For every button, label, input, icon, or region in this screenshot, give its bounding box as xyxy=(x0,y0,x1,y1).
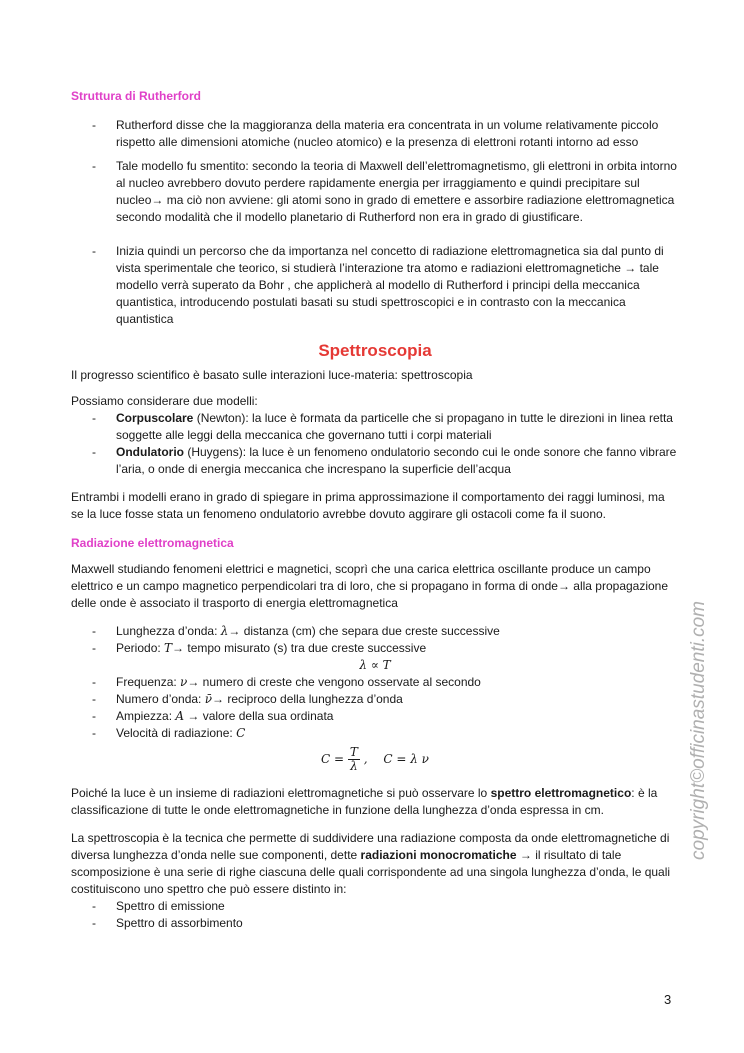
list-item xyxy=(71,158,679,226)
property-text: → reciproco della lunghezza d’onda xyxy=(212,692,403,706)
list-item xyxy=(71,898,679,915)
property-label: Lunghezza d’onda: xyxy=(116,624,221,638)
models-intro: Possiamo considerare due modelli: xyxy=(71,394,258,408)
formula-rhs: C = λ ν xyxy=(383,752,429,766)
list-item xyxy=(71,708,679,725)
list-item xyxy=(71,243,679,328)
model-text: (Huygens): la luce è un fenomeno ondulatorio secondo cui le onde sonore che fanno vibrare l’aria, o onde di energia meccanica che increspano la superficie dell’acqua xyxy=(116,445,677,476)
property-symbol: T xyxy=(164,641,173,655)
property-label: Periodo: xyxy=(116,641,165,655)
proportional-formula: λ ∝ T xyxy=(359,658,391,672)
list-item xyxy=(71,725,679,742)
dash-bullet: - xyxy=(92,899,96,913)
list-item-text: Rutherford disse che la maggioranza della materia era concentrata in un volume relativamente piccolo rispetto alle dimensioni atomiche (nucleo atomico) e la presenza di elettroni rotanti intorno ad esso xyxy=(116,118,659,149)
property-symbol: C xyxy=(236,726,246,740)
list-item xyxy=(71,915,679,932)
heading-rutherford: Struttura di Rutherford xyxy=(71,89,201,103)
dash-bullet: - xyxy=(92,709,96,723)
property-symbol: ν̄ xyxy=(204,692,213,706)
list-item xyxy=(71,640,679,657)
technique-text-b: → il risultato di tale scomposizione è una serie di righe ciascuna delle quali corrispondente ad una singola lunghezza d’onda, le quali costituiscono uno spettro che può essere distinto in: xyxy=(71,848,671,896)
dash-bullet: - xyxy=(92,916,96,930)
property-text: → valore della sua ordinata xyxy=(184,709,334,723)
dash-bullet: - xyxy=(92,675,96,689)
property-symbol: λ xyxy=(220,624,229,638)
model-name: Corpuscolare xyxy=(116,411,194,425)
dash-bullet: - xyxy=(92,624,96,638)
radiazione-intro: Maxwell studiando fenomeni elettrici e magnetici, scoprì che una carica elettrica oscillante produce un campo elettrico e un campo magnetico perpendicolari tra di loro, che si propagano in forma di onde→ alla propagazione delle onde è associato il trasporto di energia elettromagnetica xyxy=(71,562,669,610)
velocity-formula xyxy=(71,746,679,776)
formula-separator: , xyxy=(363,752,368,766)
formula-numerator: T xyxy=(349,745,358,759)
spectrum-paragraph xyxy=(71,785,679,819)
list-item xyxy=(71,444,679,478)
page-content xyxy=(71,88,679,932)
watermark: copyright©officinastudenti.com xyxy=(688,600,709,860)
list-item-text: Tale modello fu smentito: secondo la teoria di Maxwell dell’elettromagnetismo, gli elettroni in orbita intorno al nucleo avrebbero dovuto perdere rapidamente energia per irraggiamento e quindi precipitare sul nucleo→ ma ciò non avviene: gli atomi sono in grado di emettere e assorbire radiazione elettromagnetica secondo modalità che il modello planetario di Rutherford non era in grado di giustificare. xyxy=(116,159,677,224)
property-symbol: ν xyxy=(180,675,188,689)
page-number: 3 xyxy=(664,992,672,1007)
model-name: Ondulatorio xyxy=(116,445,184,459)
property-label: Numero d’onda: xyxy=(116,692,205,706)
property-text: → numero di creste che vengono osservate al secondo xyxy=(187,675,481,689)
property-label: Frequenza: xyxy=(116,675,181,689)
technique-text-a: La spettroscopia è la tecnica che permette di suddividere una radiazione composta da onde elettromagnetiche di diversa lunghezza d’onda nelle sue componenti, dette xyxy=(71,831,670,862)
models-conclusion: Entrambi i modelli erano in grado di spiegare in prima approssimazione il comportamento dei raggi luminosi, ma se la luce fosse stata un fenomeno ondulatorio avrebbe dovuto aggirare gli ostacoli come fa il suono. xyxy=(71,490,665,521)
property-label: Ampiezza: xyxy=(116,709,176,723)
spectrum-type: Spettro di assorbimento xyxy=(116,916,243,930)
list-item xyxy=(71,410,679,444)
heading-radiazione: Radiazione elettromagnetica xyxy=(71,536,234,550)
spectra-list xyxy=(71,898,679,932)
title-spettroscopia: Spettroscopia xyxy=(318,341,432,360)
spectrum-type: Spettro di emissione xyxy=(116,899,225,913)
property-text: → distanza (cm) che separa due creste successive xyxy=(228,624,500,638)
formula-denominator: λ xyxy=(350,759,358,773)
formula-lhs: C = xyxy=(321,752,345,766)
dash-bullet: - xyxy=(92,244,96,258)
models-list xyxy=(71,410,679,478)
dash-bullet: - xyxy=(92,641,96,655)
rutherford-list xyxy=(71,117,679,328)
list-item xyxy=(71,674,679,691)
dash-bullet: - xyxy=(92,159,96,173)
dash-bullet: - xyxy=(92,692,96,706)
property-label: Velocità di radiazione: xyxy=(116,726,237,740)
dash-bullet: - xyxy=(92,726,96,740)
spectrum-text-a: Poiché la luce è un insieme di radiazioni elettromagnetiche si può osservare lo xyxy=(71,786,491,800)
dash-bullet: - xyxy=(92,118,96,132)
formula-fraction xyxy=(348,746,360,773)
property-text: → tempo misurato (s) tra due creste successive xyxy=(172,641,427,655)
list-item xyxy=(71,623,679,640)
model-text: (Newton): la luce è formata da particelle che si propagano in tutte le direzioni in linea retta soggette alle leggi della meccanica che governano tutti i corpi materiali xyxy=(116,411,673,442)
property-symbol: A xyxy=(175,709,185,723)
technique-paragraph xyxy=(71,830,679,898)
technique-bold: radiazioni monocromatiche xyxy=(360,848,517,862)
properties-list xyxy=(71,623,679,657)
dash-bullet: - xyxy=(92,445,96,459)
list-item xyxy=(71,117,679,151)
properties-list-continued xyxy=(71,674,679,742)
spettroscopia-intro: Il progresso scientifico è basato sulle interazioni luce-materia: spettroscopia xyxy=(71,368,473,382)
spectrum-text-b: : è la classificazione di tutte le onde elettromagnetiche in funzione della lunghezza d’onda espressa in cm. xyxy=(71,786,658,817)
spectrum-bold: spettro elettromagnetico xyxy=(490,786,632,800)
list-item xyxy=(71,691,679,708)
dash-bullet: - xyxy=(92,411,96,425)
list-item-text: Inizia quindi un percorso che da importanza nel concetto di radiazione elettromagnetica sia dal punto di vista sperimentale che teorico, si studierà l’interazione tra atomo e radiazioni elettromagnetiche → tale modello verrà superato da Bohr , che applicherà al modello di Rutherford i principi della meccanica quantistica, introducendo postulati basati su studi spettroscopici e in contrasto con la meccanica quantistica xyxy=(116,244,664,326)
